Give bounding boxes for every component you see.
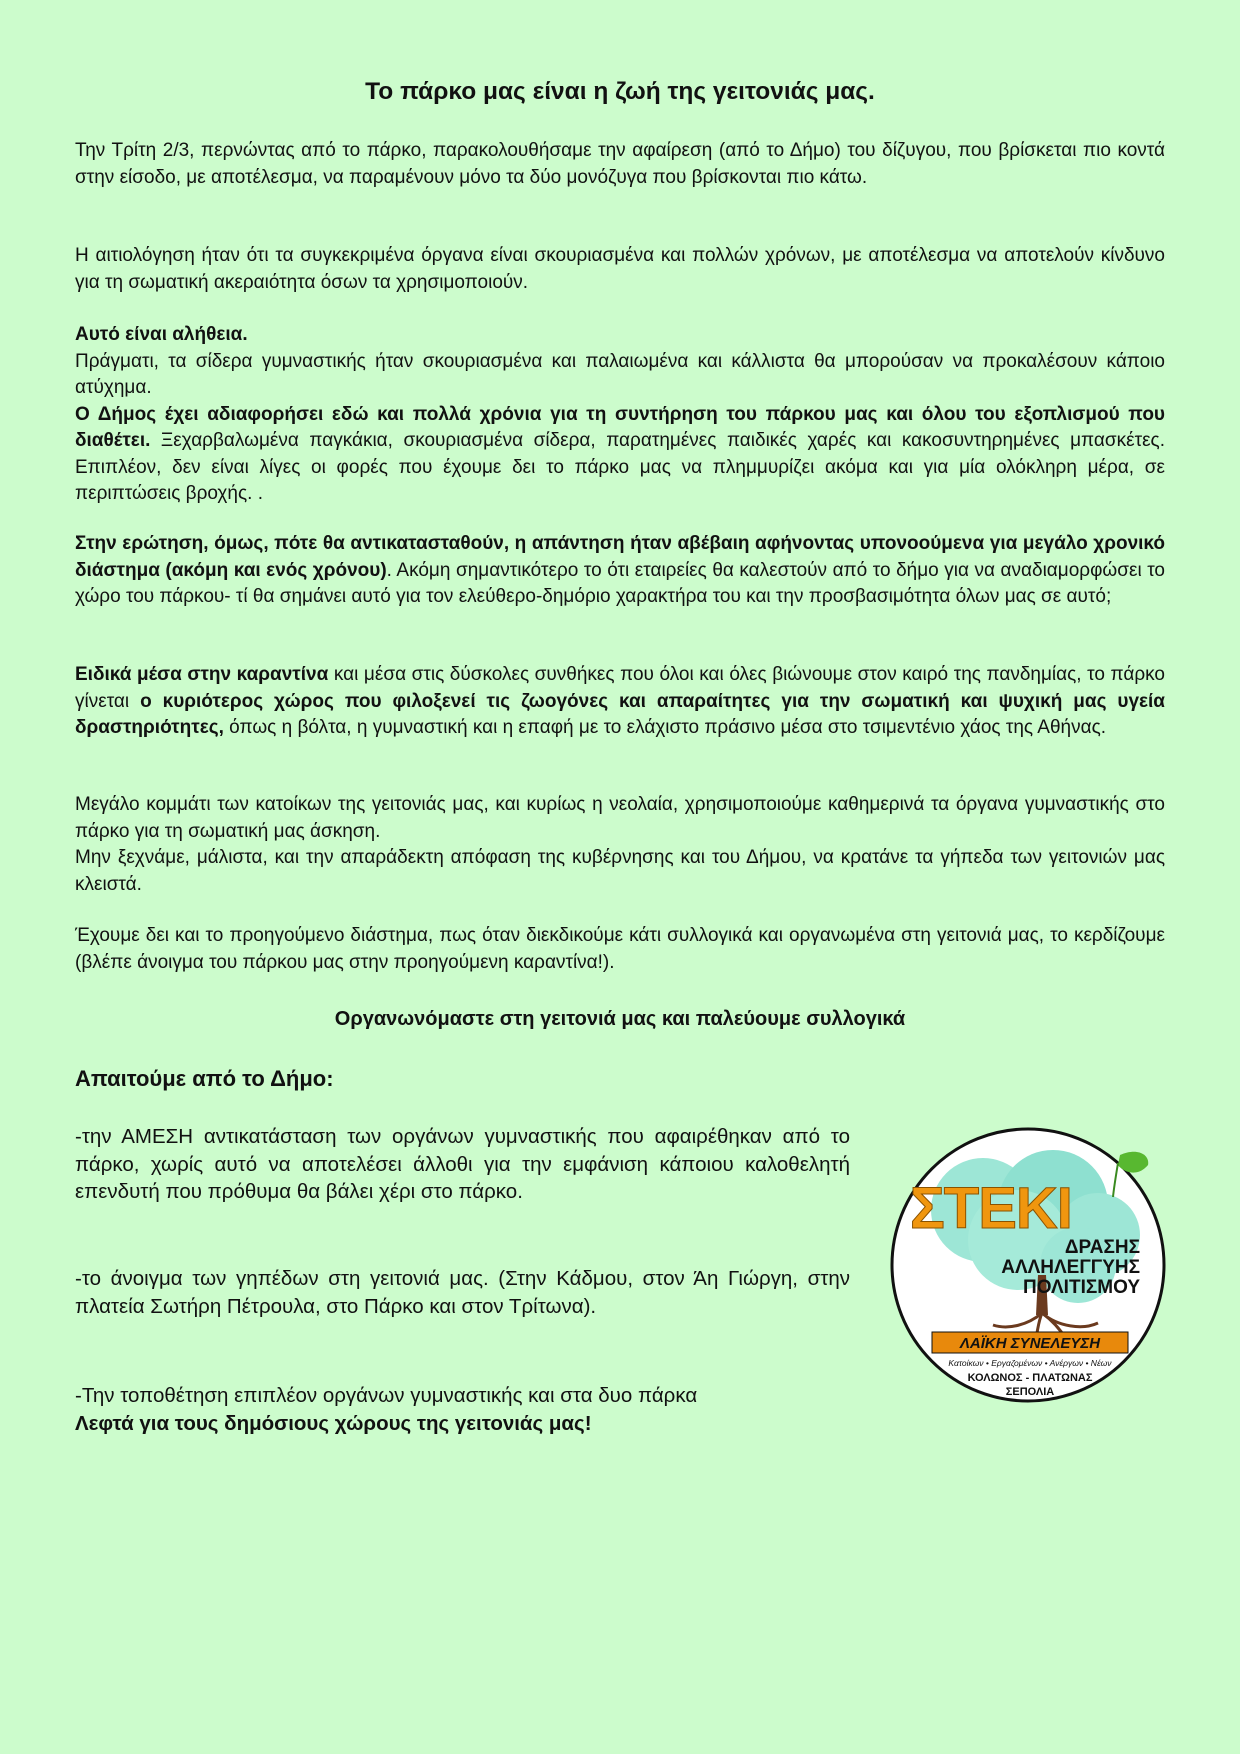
slogan-bold: Λεφτά για τους δημόσιους χώρους της γειτονιάς μας!: [75, 1411, 592, 1435]
demand-item: [75, 1382, 850, 1437]
logo-sub: Κατοίκων • Εργαζομένων • Ανέργων • Νέων: [948, 1358, 1112, 1368]
courts-text: Μην ξεχνάμε, μάλιστα, και την απαράδεκτη απόφαση της κυβέρνησης και του Δήμου, να κρατάνε τα γήπεδα των γειτονιών μας κλειστά.: [75, 847, 1165, 895]
truth-bold: Αυτό είναι αλήθεια.: [75, 324, 248, 345]
neglect-text: Ξεχαρβαλωμένα παγκάκια, σκουριασμένα σίδερα, παρατημένες παιδικές χαρές και κακοσυντηρημένες μπασκέτες. Επιπλέον, δεν είναι λίγες οι φορές που έχουμε δει το πάρκο μας να πλημμυρίζει ακόμα και για μία ολόκληρη μέρα, σε περιπτώσεις βροχής. .: [75, 430, 1165, 504]
quarantine-bold: Ειδικά μέσα στην καραντίνα: [75, 664, 329, 685]
logo-line1: ΔΡΑΣΗΣ: [1064, 1237, 1140, 1258]
demands-heading: Απαιτούμε από το Δήμο:: [75, 1066, 334, 1091]
demand-item: -το άνοιγμα των γηπέδων στη γειτονιά μας. (Στην Κάδμου, στον Άη Γιώργη, στην πλατεία Σωτήρη Πέτρουλα, στο Πάρκο και στον Τρίτωνα).: [75, 1267, 850, 1318]
truth-text: Πράγματι, τα σίδερα γυμναστικής ήταν σκουριασμένα και παλαιωμένα και κάλλιστα θα μπορούσαν να προκαλέσουν κάποιο ατύχημα.: [75, 350, 1165, 398]
main-space-text: όπως η βόλτα, η γυμναστική και η επαφή με το ελάχιστο πράσινο μέσα στο τσιμεντένιο χάος της Αθήνας.: [223, 717, 1107, 738]
paragraph-intro: Την Τρίτη 2/3, περνώντας από το πάρκο, παρακολουθήσαμε την αφαίρεση (από το Δήμο) του δίζυγου, που βρίσκεται πιο κοντά στην είσοδο, με αποτέλεσμα, να παραμένουν μόνο τα δύο μονόζυγα που βρίσκονται πιο κάτω.: [75, 140, 1165, 188]
logo-area1: ΚΟΛΩΝΟΣ - ΠΛΑΤΩΝΑΣ: [967, 1372, 1093, 1384]
main-space-bold: ο κυριότερος χώρος που φιλοξενεί τις ζωογόνες και απαραίτητες για την σωματική και ψυχική μας υγεία δραστηριότητες,: [75, 690, 1165, 738]
logo-line2: ΑΛΛΗΛΕΓΓΥΗΣ: [1001, 1257, 1140, 1278]
logo-area2: ΣΕΠΟΛΙΑ: [1005, 1386, 1055, 1398]
logo-brand: ΣΤΕΚΙ: [910, 1176, 1072, 1241]
paragraph-collective: Έχουμε δει και το προηγούμενο διάστημα, πως όταν διεκδικούμε κάτι συλλογικά και οργανωμένα στη γειτονιά μας, το κερδίζουμε (βλέπε άνοιγμα του πάρκου μας στην προηγούμενη καραντίνα!).: [75, 925, 1165, 973]
demand-item: -την ΑΜΕΣΗ αντικατάσταση των οργάνων γυμναστικής που αφαιρέθηκαν από το πάρκο, χωρίς αυτό να αποτελέσει άλλοθι για την εμφάνιση κάποιου καλοθελητή επενδυτή που πρόθυμα θα βάλει χέρι στο πάρκο.: [75, 1125, 850, 1203]
residents-text: Μεγάλο κομμάτι των κατοίκων της γειτονιάς μας, και κυρίως η νεολαία, χρησιμοποιούμε καθημερινά τα όργανα γυμναστικής στο πάρκο για τη σωματική μας άσκηση.: [75, 794, 1165, 842]
paragraph-truth: [75, 322, 1165, 508]
logo-banner-text: ΛΑΪΚΗ ΣΥΝΕΛΕΥΣΗ: [959, 1335, 1101, 1352]
logo-line3: ΠΟΛΙΤΙΣΜΟΥ: [1023, 1277, 1140, 1298]
organize-heading: Οργανωνόμαστε στη γειτονιά μας και παλεύουμε συλλογικά: [334, 1008, 906, 1030]
paragraph-question: [75, 531, 1165, 611]
question-text: . Ακόμη σημαντικότερο το ότι εταιρείες θα καλεστούν από το δήμο για να αναδιαμορφώσει το χώρο του πάρκου- τί θα σημάνει αυτό για τον ελεύθερο-δημόριο χαρακτήρα του και την προσβασιμότητα όλων μας σε αυτό;: [75, 559, 1165, 607]
paragraph-residents: [75, 792, 1165, 898]
quarantine-text: και μέσα στις δύσκολες συνθήκες που όλοι και όλες βιώνουμε στον καιρό της πανδημίας, το πάρκο γίνεται: [75, 664, 1165, 712]
question-bold: Στην ερώτηση, όμως, πότε θα αντικατασταθούν, η απάντηση ήταν αβέβαιη αφήνοντας υπονοούμενα για μεγάλο χρονικό διάστημα (ακόμη και ενός χρόνου): [75, 533, 1165, 581]
neglect-bold: Ο Δήμος έχει αδιαφορήσει εδώ και πολλά χρόνια για τη συντήρηση του πάρκου μας και όλου του εξοπλισμού που διαθέτει.: [75, 403, 1165, 451]
steki-logo: [888, 1125, 1168, 1405]
paragraph-justification: Η αιτιολόγηση ήταν ότι τα συγκεκριμένα όργανα είναι σκουριασμένα και πολλών χρόνων, με αποτέλεσμα να αποτελούν κίνδυνο για τη σωματική ακεραιότητα όσων τα χρησιμοποιούν.: [75, 245, 1165, 293]
demand-text: -Την τοποθέτηση επιπλέον οργάνων γυμναστικής και στα δυο πάρκα: [75, 1384, 698, 1407]
page-title: Το πάρκο μας είναι η ζωή της γειτονιάς μας.: [365, 78, 875, 105]
paragraph-quarantine: [75, 662, 1165, 742]
